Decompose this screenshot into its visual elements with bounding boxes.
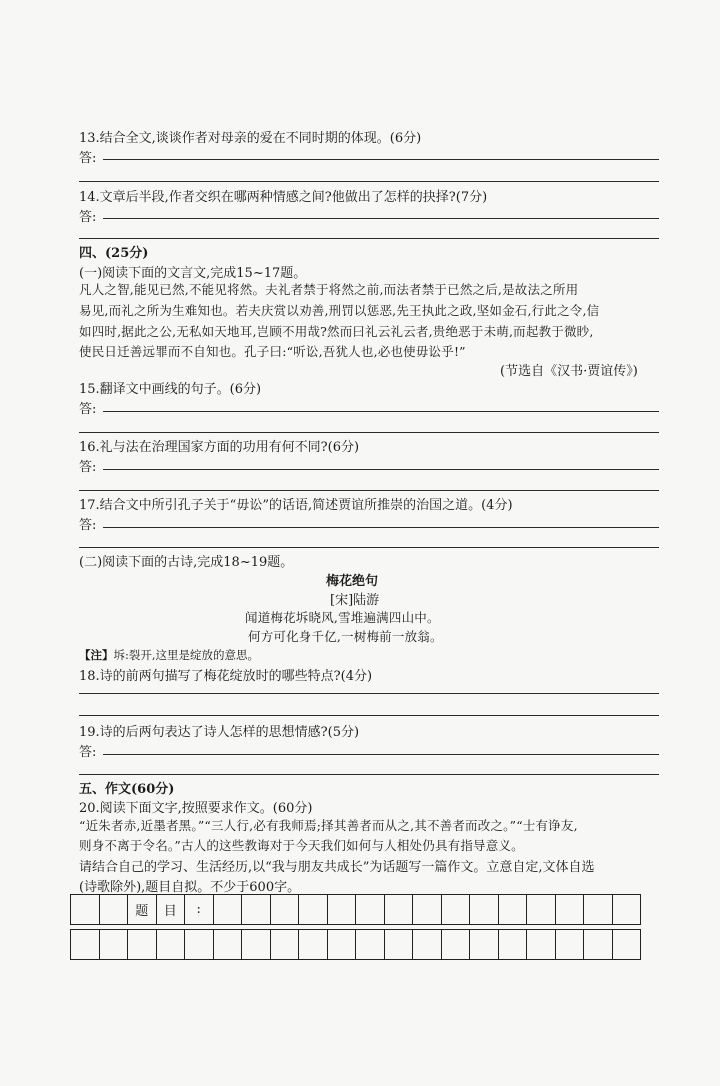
answer-line[interactable] (103, 527, 659, 528)
grid-cell[interactable] (271, 895, 300, 924)
answer-label-13: 答: (79, 151, 97, 166)
grid-cell[interactable] (328, 895, 357, 924)
answer-line[interactable] (79, 181, 659, 182)
poem-note (79, 647, 259, 663)
passage-line: 凡人之智,能见已然,不能见将然。夫礼者禁于将然之前,而法者禁于已然之后,是故法之所用 (79, 282, 579, 297)
grid-cell[interactable] (71, 930, 100, 959)
answer-label-16: 答: (79, 460, 97, 475)
passage-source: (节选自《汉书·贾谊传》) (500, 364, 638, 379)
section-5-title: 五、作文(60分) (79, 782, 175, 797)
answer-line[interactable] (103, 218, 659, 219)
passage-line: 如四时,据此之公,无私如天地耳,岂顾不用哉?然而曰礼云礼云者,贵绝恶于未萌,而起教于微眇, (79, 324, 594, 339)
answer-line[interactable] (103, 411, 659, 412)
grid-cell[interactable] (413, 930, 442, 959)
grid-cell[interactable] (242, 930, 271, 959)
answer-line[interactable] (103, 469, 659, 470)
poem-author: [宋]陆游 (330, 593, 380, 608)
note-text: 坼:裂开,这里是绽放的意思。 (113, 648, 260, 662)
essay-requirement-line-1: 请结合自己的学习、生活经历,以“我与朋友共成长”为话题写一篇作文。立意自定,文体自选 (79, 860, 595, 875)
essay-writing-grid[interactable] (70, 929, 641, 960)
grid-cell[interactable] (71, 895, 100, 924)
answer-line[interactable] (79, 715, 659, 716)
question-20: 20.阅读下面文字,按照要求作文。(60分) (79, 801, 313, 816)
answer-line[interactable] (79, 774, 659, 775)
grid-cell[interactable] (214, 895, 243, 924)
grid-cell[interactable] (413, 895, 442, 924)
grid-cell[interactable] (299, 930, 328, 959)
grid-cell[interactable] (299, 895, 328, 924)
grid-cell[interactable] (271, 930, 300, 959)
grid-cell[interactable] (128, 930, 157, 959)
grid-cell[interactable] (584, 895, 613, 924)
grid-cell[interactable] (613, 895, 641, 924)
answer-line[interactable] (79, 547, 659, 548)
grid-cell[interactable] (100, 895, 129, 924)
grid-cell[interactable] (499, 930, 528, 959)
grid-cell[interactable] (356, 930, 385, 959)
note-label: 【注】 (79, 648, 114, 662)
essay-requirement-line-2: (诗歌除外),题目自拟。不少于600字。 (79, 880, 301, 895)
part-1-instruction: (一)阅读下面的文言文,完成15~17题。 (79, 266, 307, 281)
question-18: 18.诗的前两句描写了梅花绽放时的哪些特点?(4分) (79, 669, 373, 684)
question-15: 15.翻译文中画线的句子。(6分) (79, 382, 262, 397)
title-colon: : (185, 895, 214, 924)
question-14: 14.文章后半段,作者交织在哪两种情感之间?他做出了怎样的抉择?(7分) (79, 190, 488, 205)
grid-cell[interactable] (556, 930, 585, 959)
grid-cell[interactable] (527, 895, 556, 924)
essay-quote-line-2: 则身不离于令名。”古人的这些教诲对于今天我们如何与人相处仍具有指导意义。 (79, 838, 524, 853)
title-char-mu: 目 (157, 895, 186, 924)
poem-title: 梅花绝句 (326, 574, 379, 589)
answer-label-19: 答: (79, 745, 97, 760)
question-13: 13.结合全文,谈谈作者对母亲的爱在不同时期的体现。(6分) (79, 131, 422, 146)
answer-line[interactable] (103, 159, 659, 160)
answer-line[interactable] (79, 490, 659, 491)
question-16: 16.礼与法在治理国家方面的功用有何不同?(6分) (79, 440, 360, 455)
question-17: 17.结合文中所引孔子关于“毋讼”的话语,简述贾谊所推崇的治国之道。(4分) (79, 498, 513, 513)
answer-label-15: 答: (79, 402, 97, 417)
grid-cell[interactable] (185, 930, 214, 959)
grid-cell[interactable] (100, 930, 129, 959)
grid-cell[interactable] (442, 930, 471, 959)
answer-line[interactable] (79, 432, 659, 433)
answer-label-14: 答: (79, 210, 97, 225)
grid-cell[interactable] (157, 930, 186, 959)
grid-cell[interactable] (527, 930, 556, 959)
essay-quote-line-1: “近朱者赤,近墨者黑。”“三人行,必有我师焉;择其善者而从之,其不善者而改之。”“士有诤友, (79, 818, 578, 833)
grid-cell[interactable] (613, 930, 641, 959)
section-4-title: 四、(25分) (79, 246, 149, 261)
answer-line[interactable] (103, 754, 659, 755)
grid-cell[interactable] (470, 895, 499, 924)
grid-cell[interactable] (499, 895, 528, 924)
part-2-instruction: (二)阅读下面的古诗,完成18~19题。 (79, 555, 294, 570)
essay-title-grid[interactable] (70, 894, 641, 925)
grid-cell[interactable] (385, 895, 414, 924)
grid-cell[interactable] (242, 895, 271, 924)
grid-cell[interactable] (470, 930, 499, 959)
answer-label-17: 答: (79, 518, 97, 533)
grid-cell[interactable] (556, 895, 585, 924)
question-19: 19.诗的后两句表达了诗人怎样的思想情感?(5分) (79, 725, 360, 740)
passage-line: 使民日迁善远罪而不自知也。孔子曰:“听讼,吾犹人也,必也使毋讼乎!” (79, 344, 466, 359)
answer-line[interactable] (79, 238, 659, 239)
title-char-ti: 题 (128, 895, 157, 924)
poem-line-1: 闻道梅花坼晓风,雪堆遍满四山中。 (245, 610, 440, 625)
poem-line-2: 何方可化身千亿,一树梅前一放翁。 (248, 629, 443, 644)
passage-line: 易见,而礼之所为生难知也。若夫庆赏以劝善,刑罚以惩恶,先王执此之政,坚如金石,行此之令,信 (79, 303, 600, 318)
grid-cell[interactable] (328, 930, 357, 959)
grid-cell[interactable] (584, 930, 613, 959)
answer-line[interactable] (79, 693, 659, 694)
grid-cell[interactable] (356, 895, 385, 924)
grid-cell[interactable] (214, 930, 243, 959)
grid-cell[interactable] (385, 930, 414, 959)
grid-cell[interactable] (442, 895, 471, 924)
